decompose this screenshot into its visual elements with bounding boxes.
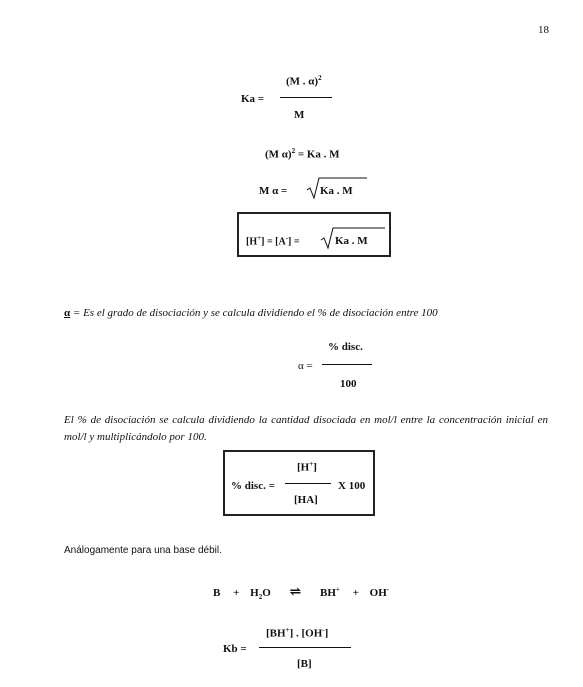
- disc-num-end: ]: [313, 461, 317, 474]
- disc-paragraph: El % de disociación se calcula dividiendo la cantidad disociada en mol/l entre la concentración inicial en mol/l y multiplicándolo por 100.: [64, 414, 548, 443]
- reaction-h2o: [250, 587, 271, 602]
- boxed-eq1: ] = [A: [261, 236, 286, 248]
- reaction-bh-sup: +: [335, 585, 340, 594]
- reaction-h2o-o: O: [262, 587, 271, 599]
- square-left: (M α): [265, 148, 292, 161]
- alpha-lhs: α =: [298, 360, 313, 372]
- kb-num-oh-sup: -: [322, 626, 325, 634]
- malpha-lhs: M α =: [259, 185, 288, 197]
- kb-num-end: ]: [324, 627, 329, 640]
- reaction-plus-2: +: [352, 587, 359, 599]
- alpha-numerator: % disc.: [328, 341, 363, 353]
- boxed-h-sup: +: [257, 234, 262, 242]
- page-number: 18: [538, 24, 549, 36]
- boxed-eq2: ] =: [288, 236, 300, 248]
- malpha-radicand: Ka . M: [320, 185, 353, 197]
- boxed-equation-h: [237, 212, 391, 257]
- disc-numerator: [297, 460, 317, 474]
- disc-rhs: X 100: [338, 480, 366, 492]
- ka-denominator: M: [294, 109, 305, 121]
- equation-square: [265, 147, 340, 161]
- square-exp: 2: [291, 147, 296, 155]
- ka-numerator-exp: 2: [318, 74, 322, 82]
- reaction-bh-text: BH: [319, 587, 336, 599]
- square-right: = Ka . M: [295, 148, 340, 161]
- reaction-b: B: [213, 587, 221, 599]
- alpha-def-text: = Es el grado de disociación y se calcula dividiendo el % de disociación entre 100: [70, 307, 438, 319]
- ka-lhs: Ka =: [241, 93, 265, 105]
- alpha-denominator: 100: [340, 378, 357, 390]
- kb-numerator: [266, 626, 328, 640]
- kb-lhs: Kb =: [223, 643, 247, 655]
- reaction-plus-1: +: [233, 587, 240, 599]
- disc-num-h: [H: [297, 461, 310, 474]
- alpha-symbol: α: [64, 307, 71, 319]
- kb-denominator: [B]: [297, 658, 312, 670]
- disc-num-sup: +: [309, 460, 314, 468]
- disc-fraction-bar: [285, 483, 331, 484]
- boxed-h: [H: [246, 236, 258, 248]
- equation-reaction: [213, 584, 389, 601]
- ka-numerator-text: (M . α): [286, 75, 319, 88]
- ka-fraction-bar: [280, 97, 332, 98]
- kb-num-bh: [BH: [266, 627, 286, 640]
- equilibrium-arrow-icon: ⇌: [289, 585, 302, 600]
- boxed-h-lhs: [246, 234, 300, 247]
- reaction-oh: [370, 587, 389, 599]
- reaction-h2o-h: H: [250, 587, 259, 599]
- boxed-radicand: Ka . M: [335, 235, 368, 247]
- disc-denominator: [HA]: [294, 494, 318, 506]
- reaction-h2o-sub: 2: [258, 593, 263, 602]
- base-text: Análogamente para una base débil.: [64, 545, 222, 556]
- alpha-fraction-bar: [322, 364, 372, 365]
- kb-num-bh-sup: +: [285, 626, 290, 634]
- boxed-equation-disc: [223, 450, 375, 516]
- kb-fraction-bar: [259, 647, 351, 648]
- reaction-bh: [320, 587, 340, 599]
- kb-num-mid: ] . [OH: [289, 627, 323, 640]
- reaction-oh-text: OH: [369, 587, 387, 599]
- disc-lhs: % disc. =: [231, 480, 275, 492]
- ka-numerator: [286, 74, 322, 88]
- alpha-definition: [64, 307, 544, 319]
- reaction-oh-sup: -: [386, 585, 390, 594]
- boxed-a-sup: -: [285, 234, 289, 242]
